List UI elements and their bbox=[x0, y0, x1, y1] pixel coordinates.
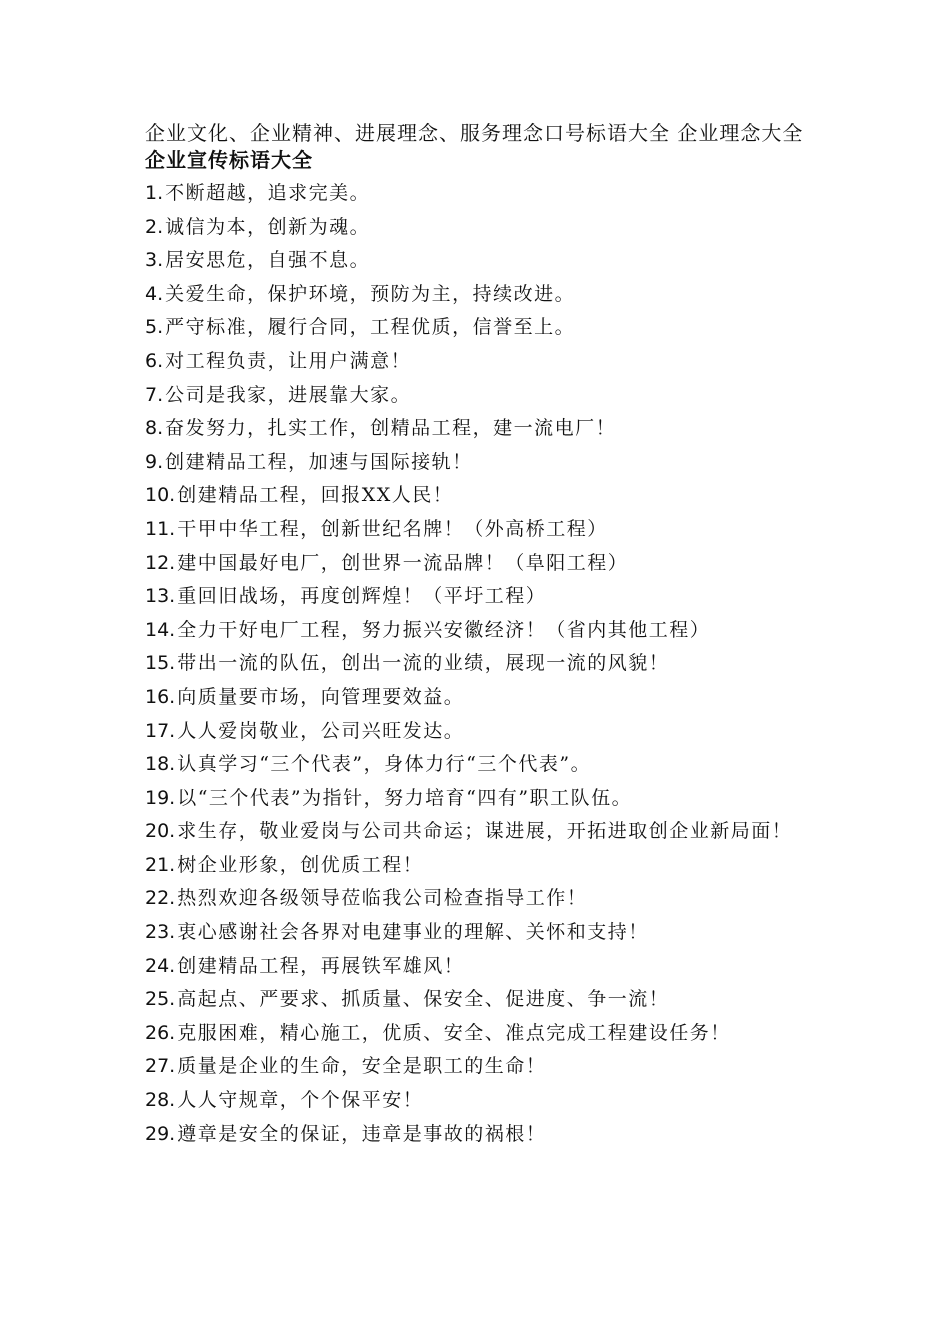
slogan-item bbox=[145, 748, 810, 782]
slogan-item bbox=[145, 547, 810, 581]
slogan-number: 15. bbox=[145, 652, 176, 675]
slogan-number: 4. bbox=[145, 282, 164, 305]
slogan-item bbox=[145, 882, 810, 916]
slogan-number: 19. bbox=[145, 786, 176, 809]
slogan-text: 奋发努力，扎实工作，创精品工程，建一流电厂！ bbox=[165, 417, 617, 440]
section-heading: 企业宣传标语大全 bbox=[145, 148, 313, 172]
slogan-number: 16. bbox=[145, 685, 176, 708]
document-page bbox=[145, 122, 810, 1151]
slogan-number: 23. bbox=[145, 921, 176, 944]
slogan-number: 25. bbox=[145, 988, 176, 1011]
slogan-text: 全力干好电厂工程，努力振兴安徽经济！（省内其他工程） bbox=[177, 618, 711, 641]
slogan-item bbox=[145, 916, 810, 950]
slogan-text: 遵章是安全的保证，违章是事故的祸根！ bbox=[177, 1122, 547, 1145]
slogan-number: 9. bbox=[145, 450, 164, 473]
slogan-text: 创建精品工程，再展铁军雄风！ bbox=[177, 954, 465, 977]
slogan-number: 10. bbox=[145, 484, 176, 507]
slogan-number: 7. bbox=[145, 383, 164, 406]
slogan-text: 人人爱岗敬业，公司兴旺发达。 bbox=[177, 719, 465, 742]
slogan-text: 对工程负责，让用户满意！ bbox=[165, 349, 412, 372]
slogan-text: 建中国最好电厂，创世界一流品牌！（阜阳工程） bbox=[177, 551, 629, 574]
slogan-item bbox=[145, 580, 810, 614]
slogan-text: 严守标准，履行合同，工程优质，信誉至上。 bbox=[165, 316, 576, 339]
slogan-text: 重回旧战场，再度创辉煌！（平圩工程） bbox=[177, 585, 547, 608]
slogan-number: 5. bbox=[145, 316, 164, 339]
slogan-text: 求生存，敬业爱岗与公司共命运；谋进展，开拓进取创企业新局面！ bbox=[177, 820, 793, 843]
slogan-text: 衷心感谢社会各界对电建事业的理解、关怀和支持！ bbox=[177, 921, 649, 944]
slogan-item bbox=[145, 211, 810, 245]
slogan-number: 11. bbox=[145, 517, 176, 540]
slogan-item bbox=[145, 647, 810, 681]
slogan-text: 居安思危，自强不息。 bbox=[165, 249, 371, 272]
slogan-item bbox=[145, 815, 810, 849]
slogan-text: 诚信为本，创新为魂。 bbox=[165, 215, 371, 238]
slogan-item bbox=[145, 614, 810, 648]
slogan-text: 质量是企业的生命，安全是职工的生命！ bbox=[177, 1055, 547, 1078]
slogan-item bbox=[145, 1050, 810, 1084]
slogan-text: 热烈欢迎各级领导莅临我公司检查指导工作！ bbox=[177, 887, 588, 910]
slogan-number: 8. bbox=[145, 417, 164, 440]
slogan-text: 关爱生命，保护环境，预防为主，持续改进。 bbox=[165, 282, 576, 305]
slogan-text: 克服困难，精心施工，优质、安全、准点完成工程建设任务！ bbox=[177, 1021, 731, 1044]
slogan-item bbox=[145, 513, 810, 547]
slogan-number: 17. bbox=[145, 719, 176, 742]
document-title: 企业文化、企业精神、进展理念、服务理念口号标语大全 企业理念大全 bbox=[145, 121, 804, 145]
slogan-text: 向质量要市场，向管理要效益。 bbox=[177, 685, 465, 708]
slogan-list bbox=[145, 177, 810, 1151]
slogan-item bbox=[145, 412, 810, 446]
slogan-text: 不断超越，追求完美。 bbox=[165, 182, 371, 204]
slogan-number: 2. bbox=[145, 215, 164, 238]
slogan-text: 创建精品工程，回报XX人民！ bbox=[177, 484, 454, 507]
slogan-item bbox=[145, 983, 810, 1017]
slogan-item bbox=[145, 177, 810, 211]
slogan-number: 3. bbox=[145, 249, 164, 272]
slogan-item bbox=[145, 849, 810, 883]
slogan-number: 27. bbox=[145, 1055, 176, 1078]
slogan-text: 创建精品工程，加速与国际接轨！ bbox=[165, 450, 473, 473]
slogan-number: 1. bbox=[145, 182, 164, 204]
slogan-item bbox=[145, 1118, 810, 1152]
slogan-number: 20. bbox=[145, 820, 176, 843]
slogan-item bbox=[145, 1017, 810, 1051]
slogan-item bbox=[145, 244, 810, 278]
slogan-item bbox=[145, 278, 810, 312]
slogan-item bbox=[145, 345, 810, 379]
slogan-item bbox=[145, 379, 810, 413]
slogan-text: 人人守规章，个个保平安！ bbox=[177, 1089, 424, 1112]
slogan-text: 以“三个代表”为指针，努力培育“四有”职工队伍。 bbox=[177, 786, 633, 809]
slogan-number: 22. bbox=[145, 887, 176, 910]
slogan-text: 认真学习“三个代表”，身体力行“三个代表”。 bbox=[177, 753, 592, 776]
slogan-item bbox=[145, 311, 810, 345]
slogan-number: 13. bbox=[145, 585, 176, 608]
slogan-item bbox=[145, 681, 810, 715]
slogan-number: 21. bbox=[145, 853, 176, 876]
slogan-number: 24. bbox=[145, 954, 176, 977]
slogan-item bbox=[145, 1084, 810, 1118]
slogan-item bbox=[145, 782, 810, 816]
slogan-text: 高起点、严要求、抓质量、保安全、促进度、争一流！ bbox=[177, 988, 670, 1011]
slogan-number: 26. bbox=[145, 1021, 176, 1044]
slogan-item bbox=[145, 715, 810, 749]
slogan-text: 带出一流的队伍，创出一流的业绩，展现一流的风貌！ bbox=[177, 652, 670, 675]
slogan-number: 12. bbox=[145, 551, 176, 574]
slogan-text: 干甲中华工程，创新世纪名牌！（外高桥工程） bbox=[177, 517, 608, 540]
slogan-item bbox=[145, 479, 810, 513]
slogan-number: 18. bbox=[145, 753, 176, 776]
slogan-item bbox=[145, 446, 810, 480]
slogan-item bbox=[145, 950, 810, 984]
slogan-text: 树企业形象，创优质工程！ bbox=[177, 853, 424, 876]
slogan-number: 6. bbox=[145, 349, 164, 372]
slogan-number: 28. bbox=[145, 1089, 176, 1112]
slogan-number: 29. bbox=[145, 1122, 176, 1145]
slogan-number: 14. bbox=[145, 618, 176, 641]
slogan-text: 公司是我家，进展靠大家。 bbox=[165, 383, 412, 406]
